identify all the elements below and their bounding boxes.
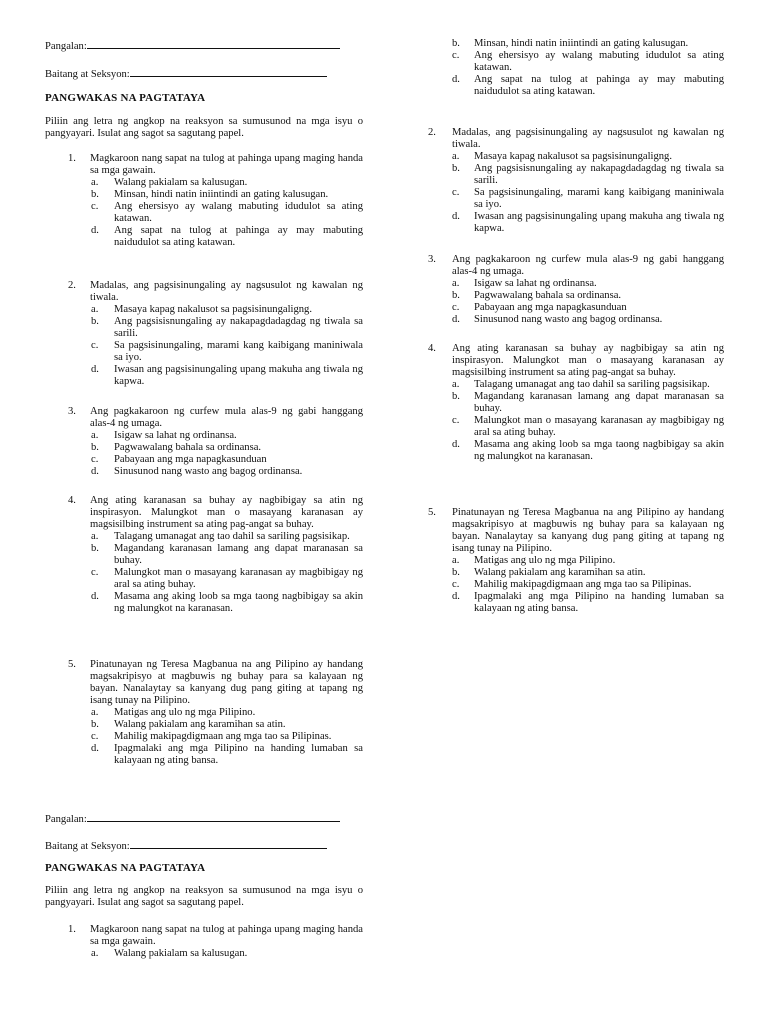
grade-section-blank-line (130, 838, 327, 849)
choice-d (45, 225, 363, 249)
choice-c (428, 579, 724, 591)
question-number: 3. (428, 254, 436, 265)
choice-letter: a. (91, 948, 99, 959)
choice-letter: a. (91, 531, 99, 542)
question-4 (428, 343, 724, 463)
choice-letter: b. (91, 442, 99, 453)
choice-d (428, 211, 724, 235)
choice-c (45, 340, 363, 364)
choice-letter: c. (452, 415, 460, 426)
choice-a (428, 379, 724, 391)
choice-text: Masama ang aking loob sa mga taong nagbibigay sa akin ng malungkot na karanasan. (474, 439, 724, 462)
choice-letter: b. (452, 38, 460, 49)
choice-text: Walang pakialam ang karamihan sa atin. (474, 567, 646, 578)
choice-a (45, 707, 363, 719)
question-2 (428, 127, 724, 235)
grade-section-field-repeat (45, 838, 327, 853)
choice-letter: a. (91, 304, 99, 315)
choice-letter: b. (452, 567, 460, 578)
choice-c (428, 415, 724, 439)
choice-letter: a. (91, 707, 99, 718)
question-5 (45, 659, 363, 767)
choice-a (45, 430, 363, 442)
choice-text: Mahilig makipagdigmaan ang mga tao sa Pilipinas. (114, 731, 332, 742)
choice-letter: d. (452, 211, 460, 222)
choice-text: Minsan, hindi natin iniintindi an gating kalusugan. (114, 189, 329, 200)
question-stem: Madalas, ang pagsisinungaling ay nagsusulot ng kawalan ng tiwala. (90, 280, 363, 303)
instructions-repeat: Piliin ang letra ng angkop na reaksyon sa sumusunod na mga isyu o pangyayari. Isulat ang sagot sa sagutang papel. (45, 885, 363, 908)
choice-text: Isigaw sa lahat ng ordinansa. (114, 430, 237, 441)
choice-letter: c. (91, 201, 99, 212)
question-4 (45, 495, 363, 615)
choice-letter: c. (452, 302, 460, 313)
choice-letter: b. (91, 719, 99, 730)
question-3 (428, 254, 724, 326)
choice-text: Ang sapat na tulog at pahinga ay may mabuting naidudulot sa ating katawan. (474, 74, 724, 97)
name-field-repeat (45, 811, 340, 826)
choice-b (428, 290, 724, 302)
choice-text: Minsan, hindi natin iniintindi an gating kalusugan. (474, 38, 689, 49)
choice-a (428, 555, 724, 567)
choice-c (428, 187, 724, 211)
grade-section-blank-line (130, 66, 327, 77)
choice-letter: c. (452, 579, 460, 590)
choice-b (45, 719, 363, 731)
choice-a (428, 278, 724, 290)
choice-a (428, 151, 724, 163)
choice-text: Ang sapat na tulog at pahinga ay may mabuting naidudulot sa ating katawan. (114, 225, 363, 248)
choice-b (45, 189, 363, 201)
name-blank-line (87, 811, 340, 822)
choice-b (428, 567, 724, 579)
question-number: 2. (428, 127, 436, 138)
question-1-continued (428, 38, 724, 98)
choice-letter: b. (91, 189, 99, 200)
choice-letter: a. (452, 151, 460, 162)
question-stem: Ang pagkakaroon ng curfew mula alas-9 ng gabi hanggang alas-4 ng umaga. (90, 406, 363, 429)
choice-letter: a. (91, 430, 99, 441)
choice-text: Pagwawalang bahala sa ordinansa. (474, 290, 622, 301)
choice-text: Ang pagsisisnungaling ay nakapagdadagdag ng tiwala sa sarili. (114, 316, 363, 339)
question-1-repeat (45, 924, 363, 960)
name-label: Pangalan: (45, 41, 87, 52)
choice-text: Mahilig makipagdigmaan ang mga tao sa Pilipinas. (474, 579, 692, 590)
grade-section-label: Baitang at Seksyon: (45, 69, 130, 80)
choice-c (428, 50, 724, 74)
name-blank-line (87, 38, 340, 49)
choice-text: Malungkot man o masayang karanasan ay magbibigay ng aral sa ating buhay. (114, 567, 363, 590)
choice-b (45, 316, 363, 340)
choice-letter: b. (452, 290, 460, 301)
question-stem: Ang pagkakaroon ng curfew mula alas-9 ng gabi hanggang alas-4 ng umaga. (452, 254, 724, 277)
choice-text: Matigas ang ulo ng mga Pilipino. (114, 707, 256, 718)
choice-d (45, 364, 363, 388)
question-stem: Ang ating karanasan sa buhay ay nagbibigay sa atin ng inspirasyon. Malungkot man o masayang karanasan ay magsisilbing instrument sa ating pag-angat sa buhay. (452, 343, 724, 378)
choice-letter: a. (91, 177, 99, 188)
choice-letter: d. (452, 439, 460, 450)
choice-text: Pabayaan ang mga napagkasunduan (474, 302, 627, 313)
choice-text: Talagang umanagat ang tao dahil sa sariling pagsisikap. (474, 379, 710, 390)
choice-letter: d. (91, 743, 99, 754)
choice-text: Talagang umanagat ang tao dahil sa sariling pagsisikap. (114, 531, 350, 542)
choice-text: Malungkot man o masayang karanasan ay magbibigay ng aral sa ating buhay. (474, 415, 724, 438)
question-number: 4. (428, 343, 436, 354)
choice-text: Masaya kapag nakalusot sa pagsisinungaligng. (474, 151, 673, 162)
question-number: 1. (68, 924, 76, 935)
choice-letter: c. (452, 187, 460, 198)
choice-text: Iwasan ang pagsisinungaling upang makuha ang tiwala ng kapwa. (474, 211, 724, 234)
choice-c (428, 302, 724, 314)
choice-text: Sinusunod nang wasto ang bagog ordinansa. (114, 466, 303, 477)
choice-text: Walang pakialam sa kalusugan. (114, 177, 248, 188)
choice-c (45, 454, 363, 466)
question-stem: Pinatunayan ng Teresa Magbanua na ang Pilipino ay handang magsakripisyo at magbuwis ng buhay para sa kalayaan ng bayan. Nanalaytay sa kanyang dug pang giting at tapang ng isang tunay na Pilipino. (452, 507, 724, 554)
choice-b (428, 391, 724, 415)
choice-a (45, 304, 363, 316)
question-stem: Pinatunayan ng Teresa Magbanua na ang Pilipino ay handang magsakripisyo at magbuwis ng buhay para sa kalayaan ng bayan. Nanalaytay sa kanyang dug pang giting at tapang ng isang tunay na Pilipino. (90, 659, 363, 706)
instructions: Piliin ang letra ng angkop na reaksyon sa sumusunod na mga isyu o pangyayari. Isulat ang sagot sa sagutang papel. (45, 116, 363, 139)
choice-c (45, 567, 363, 591)
question-number: 2. (68, 280, 76, 291)
choice-letter: d. (91, 364, 99, 375)
question-stem: Magkaroon nang sapat na tulog at pahinga upang maging handa sa mga gawain. (90, 153, 363, 176)
choice-letter: b. (452, 163, 460, 174)
question-number: 3. (68, 406, 76, 417)
choice-text: Ipagmalaki ang mga Pilipino na handing lumaban sa kalayaan ng ating bansa. (474, 591, 724, 614)
choice-text: Ang ehersisyo ay walang mabuting idudulot sa ating katawan. (114, 201, 363, 224)
choice-letter: d. (91, 591, 99, 602)
choice-text: Sa pagsisinungaling, marami kang kaibigang maniniwala sa iyo. (114, 340, 363, 363)
choice-text: Walang pakialam ang karamihan sa atin. (114, 719, 286, 730)
choice-d (45, 466, 363, 478)
question-number: 5. (68, 659, 76, 670)
choice-b (428, 38, 724, 50)
choice-text: Sa pagsisinungaling, marami kang kaibigang maniniwala sa iyo. (474, 187, 724, 210)
choice-letter: b. (452, 391, 460, 402)
choice-b (45, 543, 363, 567)
choice-d (428, 591, 724, 615)
choice-text: Pabayaan ang mga napagkasunduan (114, 454, 267, 465)
question-1 (45, 153, 363, 249)
choice-text: Magandang karanasan lamang ang dapat maranasan sa buhay. (114, 543, 363, 566)
choice-letter: a. (452, 555, 460, 566)
choice-a (45, 531, 363, 543)
choice-text: Pagwawalang bahala sa ordinansa. (114, 442, 262, 453)
choice-d (428, 439, 724, 463)
choice-letter: b. (91, 316, 99, 327)
choice-b (45, 442, 363, 454)
question-2 (45, 280, 363, 388)
choice-letter: d. (452, 591, 460, 602)
choice-text: Ipagmalaki ang mga Pilipino na handing lumaban sa kalayaan ng ating bansa. (114, 743, 363, 766)
choice-text: Masama ang aking loob sa mga taong nagbibigay sa akin ng malungkot na karanasan. (114, 591, 363, 614)
choice-letter: d. (452, 314, 460, 325)
name-label: Pangalan: (45, 814, 87, 825)
choice-letter: c. (91, 454, 99, 465)
name-field (45, 38, 340, 53)
choice-text: Walang pakialam sa kalusugan. (114, 948, 248, 959)
choice-d (45, 591, 363, 615)
choice-letter: c. (91, 731, 99, 742)
choice-text: Sinusunod nang wasto ang bagog ordinansa. (474, 314, 663, 325)
choice-letter: d. (91, 466, 99, 477)
choice-text: Isigaw sa lahat ng ordinansa. (474, 278, 597, 289)
choice-text: Matigas ang ulo ng mga Pilipino. (474, 555, 616, 566)
choice-text: Magandang karanasan lamang ang dapat maranasan sa buhay. (474, 391, 724, 414)
choice-c (45, 201, 363, 225)
choice-letter: a. (452, 278, 460, 289)
grade-section-field (45, 66, 327, 81)
page-title: PANGWAKAS NA PAGTATAYA (45, 92, 206, 104)
choice-letter: a. (452, 379, 460, 390)
choice-a (45, 177, 363, 189)
page-title-repeat: PANGWAKAS NA PAGTATAYA (45, 862, 206, 874)
choice-d (45, 743, 363, 767)
choice-b (428, 163, 724, 187)
choice-letter: d. (91, 225, 99, 236)
choice-letter: c. (91, 340, 99, 351)
question-number: 5. (428, 507, 436, 518)
question-stem: Magkaroon nang sapat na tulog at pahinga upang maging handa sa mga gawain. (90, 924, 363, 947)
question-stem: Ang ating karanasan sa buhay ay nagbibigay sa atin ng inspirasyon. Malungkot man o masayang karanasan ay magsisilbing instrument sa ating pag-angat sa buhay. (90, 495, 363, 530)
question-number: 1. (68, 153, 76, 164)
question-number: 4. (68, 495, 76, 506)
choice-c (45, 731, 363, 743)
choice-a (45, 948, 363, 960)
question-3 (45, 406, 363, 478)
choice-text: Iwasan ang pagsisinungaling upang makuha ang tiwala ng kapwa. (114, 364, 363, 387)
choice-letter: d. (452, 74, 460, 85)
choice-d (428, 314, 724, 326)
choice-letter: c. (452, 50, 460, 61)
choice-letter: b. (91, 543, 99, 554)
choice-text: Ang pagsisisnungaling ay nakapagdadagdag ng tiwala sa sarili. (474, 163, 724, 186)
choice-text: Masaya kapag nakalusot sa pagsisinungaligng. (114, 304, 313, 315)
grade-section-label: Baitang at Seksyon: (45, 841, 130, 852)
question-stem: Madalas, ang pagsisinungaling ay nagsusulot ng kawalan ng tiwala. (452, 127, 724, 150)
question-5 (428, 507, 724, 615)
choice-d (428, 74, 724, 98)
choice-text: Ang ehersisyo ay walang mabuting idudulot sa ating katawan. (474, 50, 724, 73)
choice-letter: c. (91, 567, 99, 578)
